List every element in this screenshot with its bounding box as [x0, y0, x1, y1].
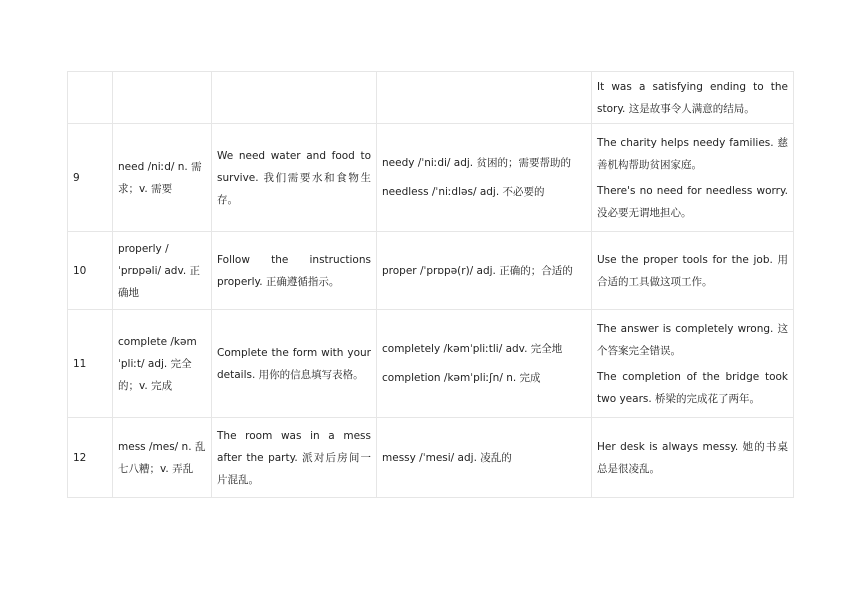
row-number: 12: [68, 418, 113, 498]
example-sentence: The completion of the bridge took two years. 桥梁的完成花了两年。: [597, 370, 788, 405]
examples-cell: [592, 232, 794, 310]
sentence-cell: We need water and food to survive. 我们需要水和食物生存。: [212, 124, 377, 232]
row-number: [68, 72, 113, 124]
derivative-entry: messy /ˈmesi/ adj. 凌乱的: [382, 451, 512, 464]
derivatives-cell: [377, 310, 592, 418]
row-number: 10: [68, 232, 113, 310]
sentence-cell: Follow the instructions properly. 正确遵循指示。: [212, 232, 377, 310]
example-sentence: The answer is completely wrong. 这个答案完全错误。: [597, 322, 788, 357]
row-number: 11: [68, 310, 113, 418]
example-sentence: Use the proper tools for the job. 用合适的工具做这项工作。: [597, 253, 788, 288]
examples-cell: [592, 310, 794, 418]
sentence-cell: Complete the form with your details. 用你的信息填写表格。: [212, 310, 377, 418]
table-row: [68, 232, 794, 310]
derivatives-cell: [377, 418, 592, 498]
examples-cell: [592, 418, 794, 498]
derivative-entry: completely /kəmˈpliːtli/ adv. 完全地: [382, 343, 563, 355]
derivative-entry: needless /ˈniːdləs/ adj. 不必要的: [382, 186, 545, 198]
derivative-entry: completion /kəmˈpliːʃn/ n. 完成: [382, 372, 541, 384]
word-cell: [113, 72, 212, 124]
example-sentence: It was a satisfying ending to the story. 这是故事令人满意的结局。: [597, 80, 788, 115]
derivative-entry: proper /ˈprɒpə(r)/ adj. 正确的；合适的: [382, 264, 573, 277]
example-sentence: The charity helps needy families. 慈善机构帮助贫困家庭。: [597, 136, 788, 171]
examples-cell: [592, 72, 794, 124]
sentence-cell: The room was in a mess after the party. 派对后房间一片混乱。: [212, 418, 377, 498]
table-row: [68, 124, 794, 232]
table-row: [68, 418, 794, 498]
row-number: 9: [68, 124, 113, 232]
example-sentence: There's no need for needless worry. 没必要无谓地担心。: [597, 184, 788, 219]
derivatives-cell: [377, 124, 592, 232]
derivatives-cell: [377, 232, 592, 310]
example-sentence: Her desk is always messy. 她的书桌总是很凌乱。: [597, 440, 788, 475]
examples-cell: [592, 124, 794, 232]
word-cell: complete /kəmˈpliːt/ adj. 完全的；v. 完成: [113, 310, 212, 418]
word-cell: mess /mes/ n. 乱七八糟；v. 弄乱: [113, 418, 212, 498]
derivatives-cell: [377, 72, 592, 124]
table-row: [68, 72, 794, 124]
derivative-entry: needy /ˈniːdi/ adj. 贫困的；需要帮助的: [382, 157, 571, 169]
vocabulary-table: [67, 71, 794, 498]
sentence-cell: [212, 72, 377, 124]
table-row: [68, 310, 794, 418]
word-cell: properly /ˈprɒpəli/ adv. 正确地: [113, 232, 212, 310]
word-cell: need /niːd/ n. 需求；v. 需要: [113, 124, 212, 232]
